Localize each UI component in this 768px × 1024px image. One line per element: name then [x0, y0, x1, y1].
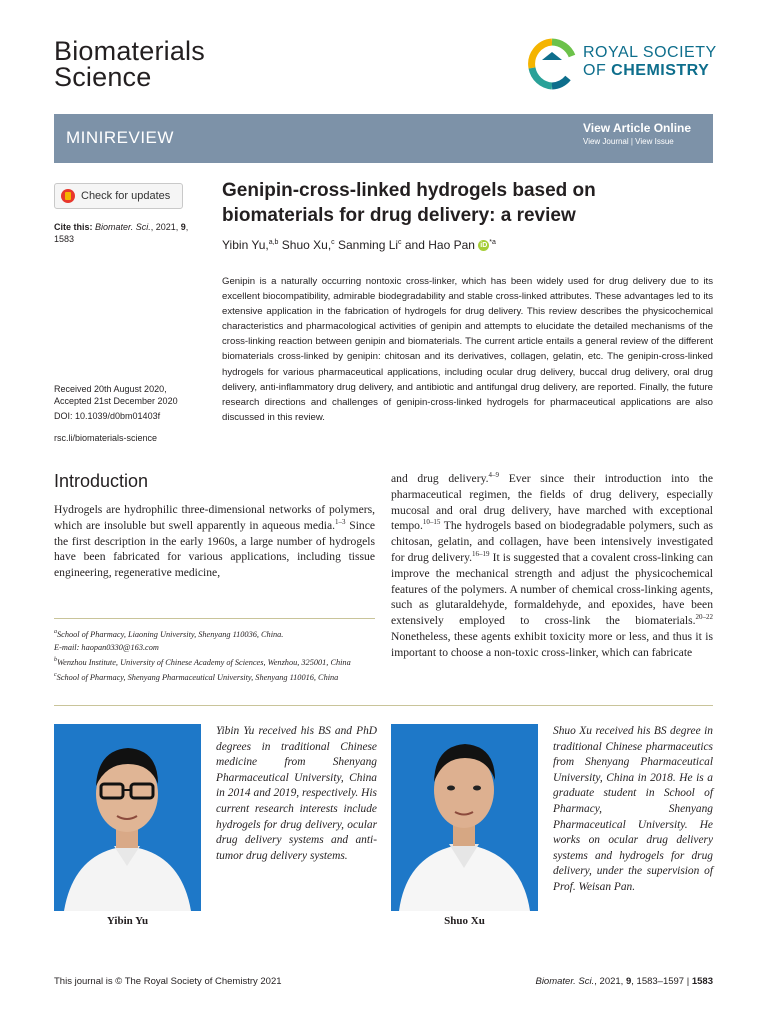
orcid-icon[interactable]: iD	[480, 242, 488, 250]
check-for-updates-label: Check for updates	[81, 190, 171, 202]
photo-caption: Shuo Xu	[444, 915, 485, 927]
footer-copyright: This journal is © The Royal Society of Chemistry 2021	[54, 976, 282, 987]
doi[interactable]: DOI: 10.1039/d0bm01403f	[54, 411, 161, 421]
accepted-date: Accepted 21st December 2020	[54, 396, 178, 406]
check-for-updates-button[interactable]	[54, 183, 183, 209]
divider	[54, 618, 375, 619]
cite-this: Cite this: Biomater. Sci., 2021, 9, 1583	[54, 222, 189, 244]
article-dates	[54, 383, 214, 422]
bookmark-icon	[61, 189, 75, 203]
affiliation-c: $^c$School of Pharmacy, Shenyang Pharmaceutical University, Shenyang 110016, China	[54, 671, 339, 682]
affiliations	[54, 626, 375, 683]
author-bio-shuo-xu: Shuo Xu received his BS degree in traditional Chinese pharmaceutics from Shenyang Pharmaceutical University, China in 2018. He is a graduate student in School of Pharmacy, Shenyang Pharmaceutical University. He works on ocular drug delivery systems and hydrogels for drug delivery, under the supervision of Prof. Weisan Pan.	[553, 725, 713, 893]
affiliation-b: $^b$Wenzhou Institute, University of Chinese Academy of Sciences, Wenzhou, 325001, China	[54, 656, 351, 667]
section-heading: Introduction	[54, 471, 149, 491]
intro-column-1: Hydrogels are hydrophilic three-dimensional networks of polymers, which are insoluble but swell apparently in aqueous media.$^{1-3}$ Since the first description in the early 1960s, a large number of hydrogels have been fabricated for various applications, including tissue engineering, regenerative medicine,	[54, 503, 376, 580]
page-number: 1583	[691, 976, 713, 987]
publisher-line1: ROYAL SOCIETY	[583, 44, 717, 61]
journal-title-line1: Biomaterials	[54, 36, 205, 66]
photo-caption: Yibin Yu	[106, 915, 149, 927]
intro-column-2: and drug delivery.$^{4-9}$ Ever since their introduction into the pharmaceutical regimen, the fields of drug delivery, especially mucosal and oral drug delivery, have marched with exceptional tempo.$^{10-15}$ The hydrogels based on biodegradable polymers, such as chitosan, gelatin, and collagen, have been intensively investigated for drug delivery.$^{16-19}$ It is suggested that a covalent cross-linking can improve the mechanical strength and adjust the physicochemical features of the polymers. A number of chemical cross-linking agents, such as glutaraldehyde, formaldehyde, and epoxides, have been extensively employed to cross-link the biomaterials.$^{20-22}$ Nonetheless, these agents exhibit toxicity more or less, and thus it is important to choose a non-toxic cross-linker, which can fabricate	[391, 471, 714, 659]
journal-title-line2: Science	[54, 62, 152, 92]
author-bio-yibin-yu: Yibin Yu received his BS and PhD degrees in traditional Chinese medicine from Shenyang Pharmaceutical University, China in 2014 and 2019, respectively. His current research interests include hydrogels for drug delivery, ocular drug delivery systems and anti-tumor drug delivery systems.	[216, 725, 377, 862]
author-list: Yibin Yu,$^{a,b}$ Shuo Xu,$^c$ Sanming Li$^c$ and Hao Pan iD $^{*a}$	[222, 238, 496, 252]
rsc-logo-icon	[528, 38, 576, 90]
affiliation-a: $^a$School of Pharmacy, Liaoning University, Shenyang 110036, China.	[54, 629, 284, 639]
view-journal-issue-links[interactable]: View Journal | View Issue	[583, 137, 674, 146]
affiliation-email[interactable]: E-mail: haopan0330@163.com	[54, 642, 159, 652]
journal-title	[54, 38, 205, 90]
journal-link[interactable]: rsc.li/biomaterials-science	[54, 433, 158, 443]
divider	[54, 705, 713, 706]
publisher-line2: OF CHEMISTRY	[583, 62, 710, 79]
footer-citation: Biomater. Sci., 2021, 9, 1583–1597 | 1583	[535, 976, 713, 987]
abstract: Genipin is a naturally occurring nontoxic cross-linker, which has been widely used for drug delivery due to its excellent biocompatibility, admirable biodegradability and stable cross-linked attributes. These advantages led to its extensive application in the fabrication of hydrogels for drug delivery. This review describes the physicochemical characteristics and pharmacological activities of genipin and attempts to elucidate the detailed mechanisms of the cross-linking reaction between genipin and biomaterials. The current article entails a general review of the different biomaterials cross-linked by genipin: chitosan and its derivatives, collagen, gelatin, etc. The genipin-cross-linked hydrogels for various pharmaceutical applications, including ocular drug delivery, buccal drug delivery, oral drug delivery, anti-inflammatory drug delivery, and antibiotic and antifungal drug delivery, are reported. Finally, the future research directions and challenges of genipin-cross-linked hydrogels for pharmaceutical applications are also discussed in this review.	[222, 276, 713, 423]
view-article-online-link[interactable]: View Article Online	[583, 121, 692, 135]
article-type: MINIREVIEW	[66, 128, 174, 147]
author-photo-yibin-yu	[54, 724, 201, 911]
received-date: Received 20th August 2020,	[54, 384, 167, 394]
article-title: Genipin-cross-linked hydrogels based on biomaterials for drug delivery: a review	[222, 180, 596, 226]
author-photo-shuo-xu	[391, 724, 538, 911]
